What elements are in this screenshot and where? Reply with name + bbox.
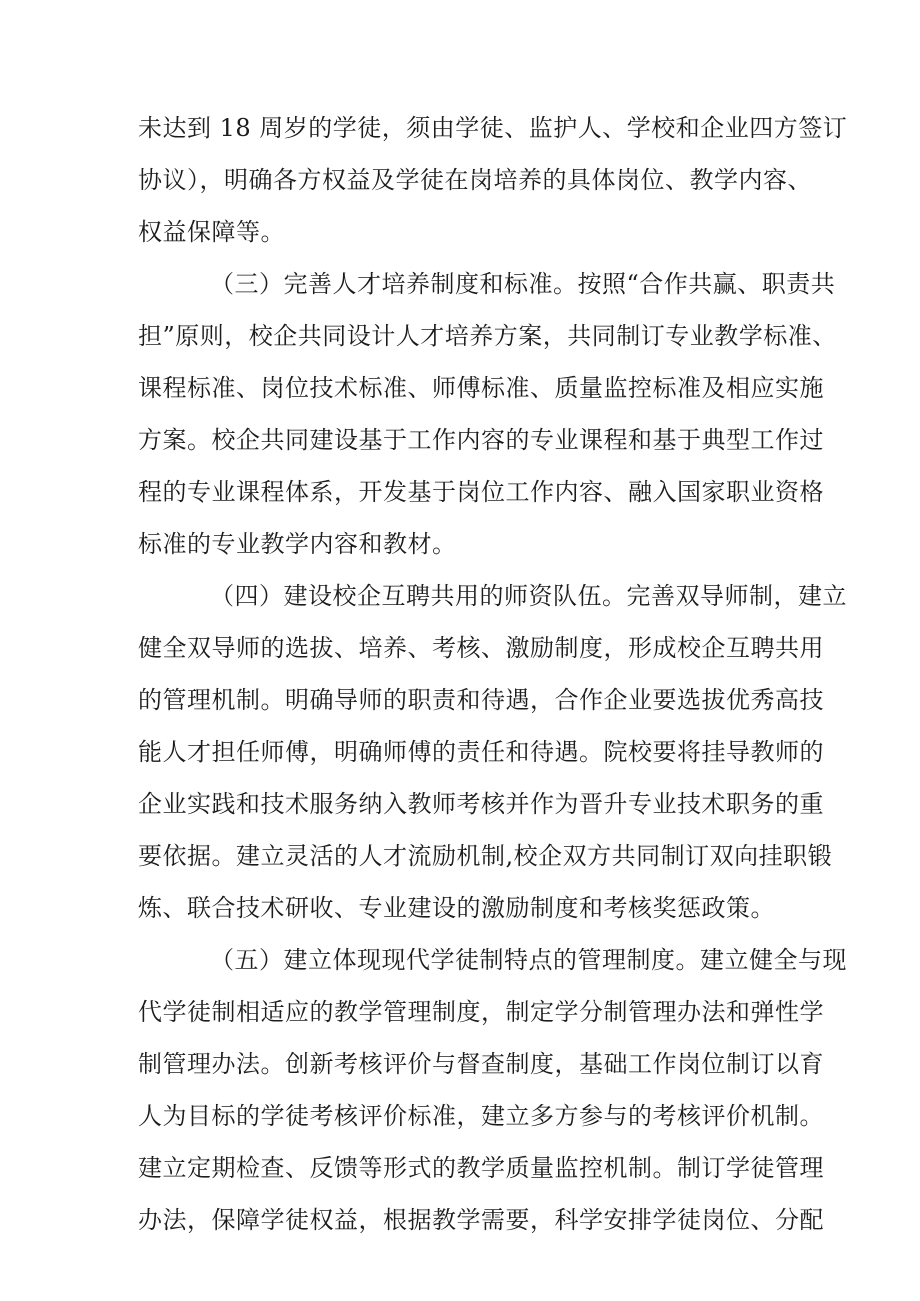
- text-line: 制管理办法。创新考核评价与督查制度，基础工作岗位制订以育: [138, 1050, 824, 1078]
- text-line: 能人才担任师傅，明确师傅的责任和待遇。院校要将挂导教师的: [138, 738, 824, 766]
- text-line: 方案。校企共同建设基于工作内容的专业课程和基于典型工作过: [138, 426, 824, 454]
- text-line: 未达到 18 周岁的学徒，须由学徒、监护人、学校和企业四方签订: [138, 114, 848, 142]
- text-line: 的管理机制。明确导师的职责和待遇，合作企业要选拔优秀高技: [138, 686, 824, 714]
- text-line: 担”原则，校企共同设计人才培养方案，共同制订专业教学标准、: [138, 322, 837, 350]
- section-three-heading-line: （三）完善人才培养制度和标准。按照“合作共赢、职责共: [210, 270, 836, 298]
- text-line: 课程标准、岗位技术标准、师傅标准、质量监控标准及相应实施: [138, 374, 824, 402]
- text-line: 标准的专业教学内容和教材。: [138, 530, 457, 558]
- text-line: 建立定期检查、反馈等形式的教学质量监控机制。制订学徒管理: [138, 1154, 824, 1182]
- text-line: 办法，保障学徒权益，根据教学需要，科学安排学徒岗位、分配: [138, 1206, 824, 1234]
- text-line: 权益保障等。: [138, 218, 285, 246]
- section-five-heading-line: （五）建立体现现代学徒制特点的管理制度。建立健全与现: [210, 946, 847, 974]
- section-four-heading-line: （四）建设校企互聘共用的师资队伍。完善双导师制，建立: [210, 582, 847, 610]
- text-line: 协议），明确各方权益及学徒在岗培养的具体岗位、教学内容、: [138, 166, 812, 194]
- text-line: 健全双导师的选拔、培养、考核、激励制度，形成校企互聘共用: [138, 634, 824, 662]
- text-line: 代学徒制相适应的教学管理制度，制定学分制管理办法和弹性学: [138, 998, 824, 1026]
- text-line: 企业实践和技术服务纳入教师考核并作为晋升专业技术职务的重: [138, 790, 824, 818]
- text-line: 炼、联合技术研收、专业建设的激励制度和考核奖惩政策。: [138, 894, 775, 922]
- text-line: 人为目标的学徒考核评价标准，建立多方参与的考核评价机制。: [138, 1102, 824, 1130]
- text-line: 程的专业课程体系，开发基于岗位工作内容、融入国家职业资格: [138, 478, 824, 506]
- text-line: 要依据。建立灵活的人才流励机制,校企双方共同制订双向挂职锻: [138, 842, 833, 870]
